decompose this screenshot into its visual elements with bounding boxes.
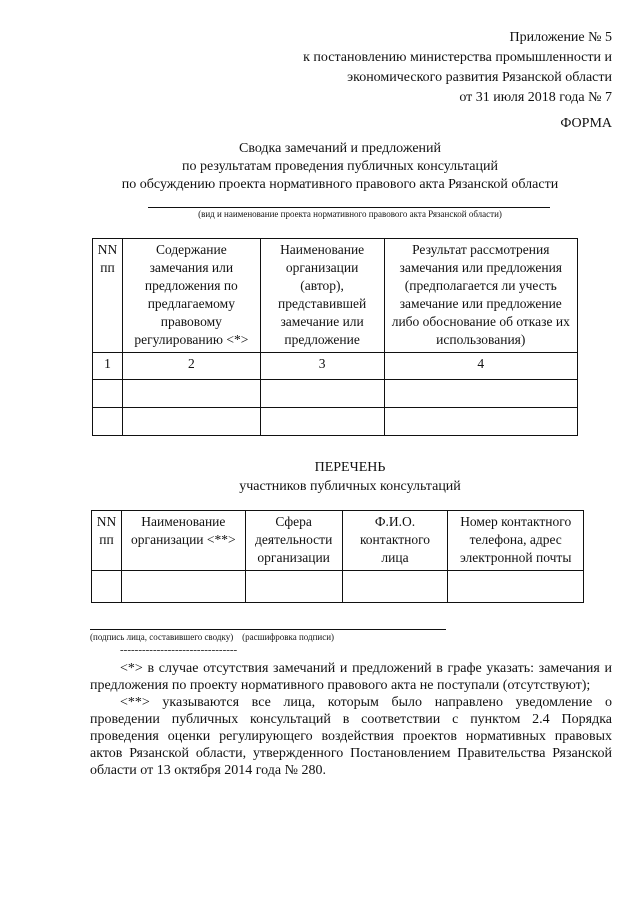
title-line-1: Сводка замечаний и предложений <box>238 141 442 156</box>
signature-caption: (подпись лица, составившего сводку) (расшифровка подписи) <box>90 632 335 642</box>
table-cell <box>260 408 384 436</box>
footnote-2: <**> указываются все лица, которым было направлено уведомление о проведении публичных консультаций в соответствии с пунктом 2.4 Порядка проведения оценки регулирующего воздействия проектов нормативных правовых актов Рязанской области, утвержденного Постановлением Правительства Рязанской области от 13 октября 2014 года № 280. <box>90 695 612 778</box>
form-label: ФОРМА <box>560 116 612 131</box>
table-cell <box>245 571 342 603</box>
annex-line-1: Приложение № 5 <box>509 30 612 45</box>
annex-block <box>240 28 612 108</box>
participants-heading <box>90 458 610 496</box>
header-activity-sphere: Сфера деятельности организации <box>245 511 342 571</box>
signature-line <box>90 629 446 630</box>
header-organization: Наименование организации (автор), представившей замечание или предложение <box>260 239 384 353</box>
table-cell <box>122 380 260 408</box>
annex-line-2: к постановлению министерства промышленности и <box>303 50 612 65</box>
footnote-1: <*> в случае отсутствия замечаний и предложений в графе указать: замечания и предложения по проекту нормативного правового акта не поступали (отсутствуют); <box>90 661 612 693</box>
act-name-underline <box>148 207 550 208</box>
header-number: NN пп <box>93 239 123 353</box>
act-name-caption: (вид и наименование проекта нормативного правового акта Рязанской области) <box>198 209 502 219</box>
table-cell <box>384 380 577 408</box>
table-cell <box>448 571 584 603</box>
table-cell <box>122 408 260 436</box>
annex-line-3: экономического развития Рязанской области <box>347 70 612 85</box>
table-header-row <box>93 239 578 353</box>
table-row <box>93 380 578 408</box>
header-contact-person: Ф.И.О. контактного лица <box>342 511 448 571</box>
remarks-table <box>92 238 578 436</box>
header-number: NN пп <box>92 511 122 571</box>
participants-table <box>91 510 584 603</box>
table-cell <box>384 408 577 436</box>
table-header-row <box>92 511 584 571</box>
header-review-result: Результат рассмотрения замечания или предложения (предполагается ли учесть замечание или предложение либо обоснование об отказе их использования) <box>384 239 577 353</box>
table-cell <box>342 571 448 603</box>
header-remark-content: Содержание замечания или предложения по предлагаемому правовому регулированию <*> <box>122 239 260 353</box>
title-line-3: по обсуждению проекта нормативного правового акта Рязанской области <box>121 177 559 192</box>
table-cell <box>260 380 384 408</box>
table-row <box>92 571 584 603</box>
footnote-separator: -------------------------------- <box>120 644 238 656</box>
table-cell <box>93 380 123 408</box>
column-number: 1 <box>93 353 123 380</box>
table-number-row <box>93 353 578 380</box>
table-cell <box>92 571 122 603</box>
participants-title: ПЕРЕЧЕНЬ <box>314 460 386 475</box>
table-cell <box>93 408 123 436</box>
title-line-2: по результатам проведения публичных консультаций <box>182 159 498 174</box>
column-number: 3 <box>260 353 384 380</box>
table-row <box>93 408 578 436</box>
column-number: 2 <box>122 353 260 380</box>
annex-line-4: от 31 июля 2018 года № 7 <box>459 90 612 105</box>
footnotes <box>90 660 612 779</box>
header-contact-details: Номер контактного телефона, адрес электронной почты <box>448 511 584 571</box>
column-number: 4 <box>384 353 577 380</box>
header-organization-name: Наименование организации <**> <box>121 511 245 571</box>
document-title <box>90 140 590 194</box>
table-cell <box>121 571 245 603</box>
participants-subtitle: участников публичных консультаций <box>239 479 461 494</box>
